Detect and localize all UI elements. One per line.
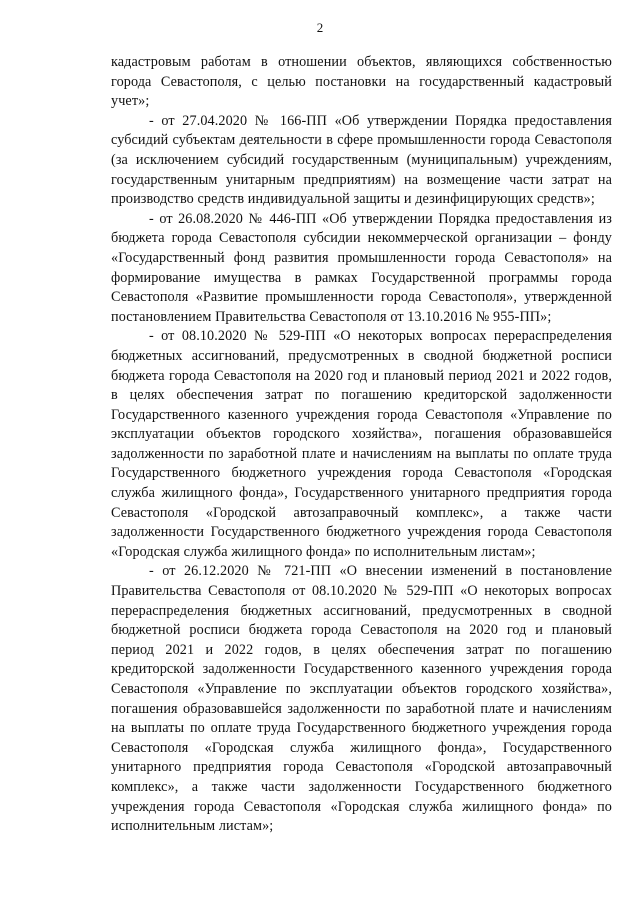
paragraph-item-721-pp: - от 26.12.2020 № 721-ПП «О внесении изменений в постановление Правительства Севастополя от 08.10.2020 № 529-ПП «О некоторых вопросах перераспределения бюджетных ассигнований, предусмотренных в сводной бюджетной росписи бюджета города Севастополя на 2020 год и плановый период 2021 и 2022 годов, в целях обеспечения затрат по погашению кредиторской задолженности Государственного казенного учреждения города Севастополя «Управление по эксплуатации объектов городского хозяйства», погашения образовавшейся задолженности по заработной плате и начислениям на выплаты по оплате труда Государственного бюджетного учреждения города Севастополя «Городская служба жилищного фонда», Государственного унитарного предприятия города Севастополя «Городской автозаправочный комплекс», а также части задолженности Государственного бюджетного учреждения города Севастополя «Городская служба жилищного фонда» по исполнительным листам»; (111, 563, 612, 835)
paragraph-item-166-pp: - от 27.04.2020 № 166-ПП «Об утверждении Порядка предоставления субсидий субъектам деятельности в сфере промышленности города Севастополя (за исключением субсидий государственным (муниципальным) учреждениям, государственным унитарным предприятиям) на возмещение части затрат на производство средств индивидуальной защиты и дезинфицирующих средств»; (111, 112, 612, 208)
page-number: 2 (316, 20, 324, 35)
paragraph-item-529-pp: - от 08.10.2020 № 529-ПП «О некоторых вопросах перераспределения бюджетных ассигнований, предусмотренных в сводной бюджетной росписи бюджета города Севастополя на 2020 год и плановый период 2021 и 2022 годов, в целях обеспечения затрат по погашению кредиторской задолженности Государственного казенного учреждения города Севастополя «Управление по эксплуатации объектов городского хозяйства», погашения образовавшейся задолженности по заработной плате и начислениям на выплаты по оплате труда Государственного бюджетного учреждения города Севастополя «Городская служба жилищного фонда», Государственного унитарного предприятия города Севастополя «Городской автозаправочный комплекс», а также части задолженности Государственного бюджетного учреждения города Севастополя «Городская служба жилищного фонда» по исполнительным листам»; (111, 328, 612, 560)
paragraph-item-446-pp: - от 26.08.2020 № 446-ПП «Об утверждении Порядка предоставления из бюджета города Севастополя субсидии некоммерческой организации – фонду «Государственный фонд развития промышленности города Севастополя» на формирование имущества в рамках Государственной программы города Севастополя «Развитие промышленности города Севастополя», утвержденной постановлением Правительства Севастополя от 13.10.2016 № 955-ПП»; (111, 210, 612, 325)
document-body (111, 53, 612, 837)
paragraph-continuation: кадастровым работам в отношении объектов, являющихся собственностью города Севастополя, с целью постановки на государственный кадастровый учет»; (111, 54, 612, 110)
